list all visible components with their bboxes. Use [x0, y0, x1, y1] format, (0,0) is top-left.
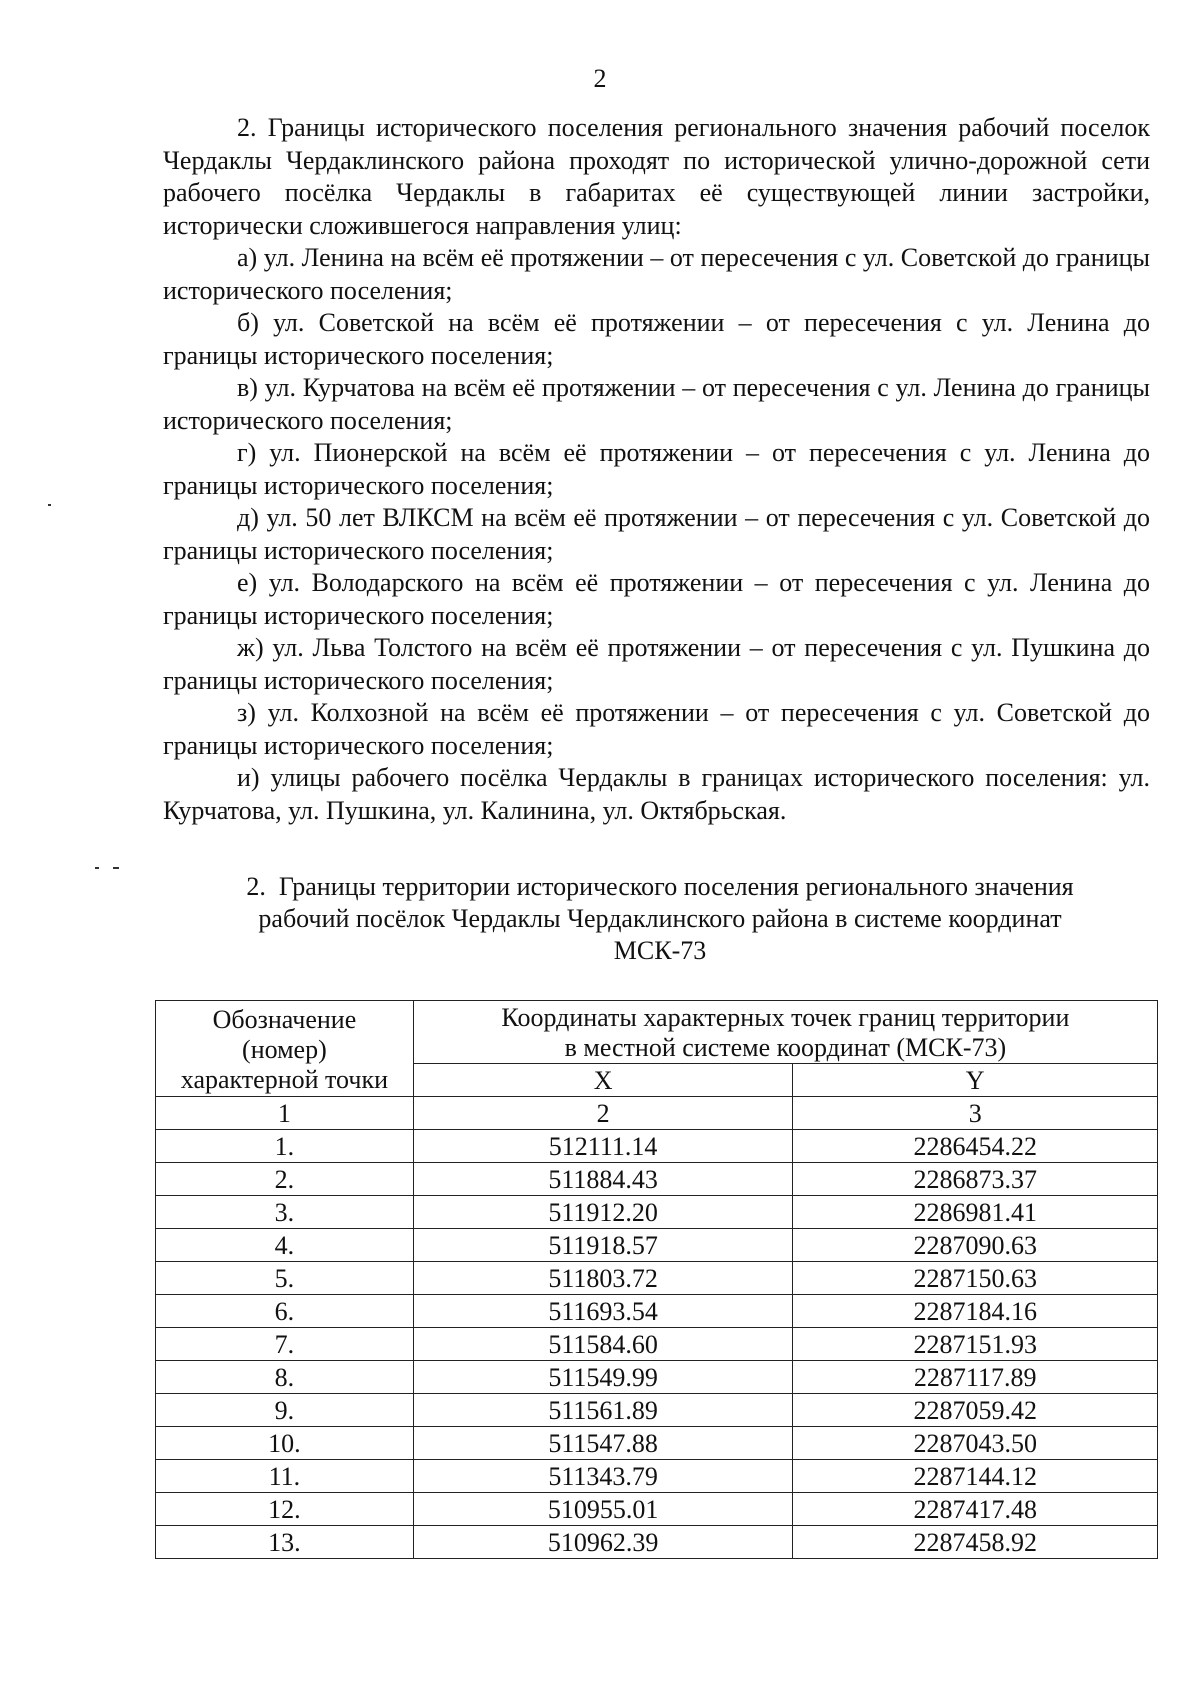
list-item-zh: ж) ул. Льва Толстого на всём её протяжении – от пересечения с ул. Пушкина до границы исторического поселения; [163, 633, 1150, 695]
y-coordinate-cell: 2287144.12 [793, 1460, 1158, 1493]
table-row [156, 1163, 1158, 1196]
section-heading-line: 2. Границы территории исторического поселения регионального значения [246, 872, 1074, 901]
point-number-cell: 4. [156, 1229, 414, 1262]
table-row [156, 1196, 1158, 1229]
point-number-cell: 10. [156, 1427, 414, 1460]
point-number-cell: 12. [156, 1493, 414, 1526]
list-item-e: е) ул. Володарского на всём её протяжении – от пересечения с ул. Ленина до границы исторического поселения; [163, 568, 1150, 630]
table-row [156, 1361, 1158, 1394]
y-coordinate-cell: 2287090.63 [793, 1229, 1158, 1262]
scan-mark [48, 504, 51, 506]
y-coordinate-cell: 2287150.63 [793, 1262, 1158, 1295]
point-number-cell: 6. [156, 1295, 414, 1328]
table-row [156, 1229, 1158, 1262]
y-coordinate-cell: 2287458.92 [793, 1526, 1158, 1559]
table-row [156, 1130, 1158, 1163]
column-number: 2 [413, 1097, 793, 1130]
x-coordinate-cell: 511549.99 [413, 1361, 793, 1394]
header-designation-line: Обозначение [212, 1004, 357, 1034]
x-coordinate-cell: 512111.14 [413, 1130, 793, 1163]
point-number-cell: 2. [156, 1163, 414, 1196]
list-item-d: д) ул. 50 лет ВЛКСМ на всём её протяжении – от пересечения с ул. Советской до границы исторического поселения; [163, 503, 1150, 565]
paragraph-intro: 2. Границы исторического поселения регионального значения рабочий поселок Чердаклы Чердаклинского района проходят по исторической улично-дорожной сети рабочего посёлка Чердаклы в габаритах её существующей линии застройки, исторически сложившегося направления улиц: [163, 113, 1150, 240]
body-text [163, 112, 1150, 827]
x-coordinate-cell: 511547.88 [413, 1427, 793, 1460]
column-number: 3 [793, 1097, 1158, 1130]
y-coordinate-cell: 2287184.16 [793, 1295, 1158, 1328]
page-number: 2 [593, 64, 607, 93]
y-coordinate-cell: 2287059.42 [793, 1394, 1158, 1427]
scan-mark [95, 867, 99, 869]
list-item-z: з) ул. Колхозной на всём её протяжении – от пересечения с ул. Советской до границы исторического поселения; [163, 698, 1150, 760]
section-heading-line: рабочий посёлок Чердаклы Чердаклинского района в системе координат [258, 904, 1062, 933]
x-coordinate-cell: 511912.20 [413, 1196, 793, 1229]
table-column-number-row [156, 1097, 1158, 1130]
x-coordinate-cell: 511884.43 [413, 1163, 793, 1196]
header-x: X [413, 1064, 793, 1097]
table-row [156, 1295, 1158, 1328]
header-coordinates [413, 1001, 1157, 1064]
point-number-cell: 5. [156, 1262, 414, 1295]
coordinates-table [155, 1000, 1158, 1559]
table-row [156, 1262, 1158, 1295]
x-coordinate-cell: 510962.39 [413, 1526, 793, 1559]
y-coordinate-cell: 2287117.89 [793, 1361, 1158, 1394]
x-coordinate-cell: 510955.01 [413, 1493, 793, 1526]
header-coordinates-line: Координаты характерных точек границ территории [501, 1003, 1070, 1032]
point-number-cell: 9. [156, 1394, 414, 1427]
y-coordinate-cell: 2287151.93 [793, 1328, 1158, 1361]
header-coordinates-line: в местной системе координат (МСК-73) [564, 1033, 1007, 1062]
list-item-v: в) ул. Курчатова на всём её протяжении – от пересечения с ул. Ленина до границы исторического поселения; [163, 373, 1150, 435]
point-number-cell: 7. [156, 1328, 414, 1361]
x-coordinate-cell: 511343.79 [413, 1460, 793, 1493]
header-designation [156, 1001, 414, 1097]
header-y: Y [793, 1064, 1158, 1097]
list-item-g: г) ул. Пионерской на всём её протяжении – от пересечения с ул. Ленина до границы исторического поселения; [163, 438, 1150, 500]
y-coordinate-cell: 2286454.22 [793, 1130, 1158, 1163]
column-number: 1 [156, 1097, 414, 1130]
table-row [156, 1460, 1158, 1493]
x-coordinate-cell: 511584.60 [413, 1328, 793, 1361]
section-heading [180, 871, 1140, 967]
x-coordinate-cell: 511803.72 [413, 1262, 793, 1295]
x-coordinate-cell: 511693.54 [413, 1295, 793, 1328]
table-header-row [156, 1001, 1158, 1064]
x-coordinate-cell: 511561.89 [413, 1394, 793, 1427]
scan-mark [113, 867, 119, 869]
point-number-cell: 8. [156, 1361, 414, 1394]
y-coordinate-cell: 2287417.48 [793, 1493, 1158, 1526]
y-coordinate-cell: 2286873.37 [793, 1163, 1158, 1196]
point-number-cell: 3. [156, 1196, 414, 1229]
x-coordinate-cell: 511918.57 [413, 1229, 793, 1262]
header-designation-line: характерной точки [180, 1064, 389, 1094]
table-body [156, 1130, 1158, 1559]
table-row [156, 1493, 1158, 1526]
table-row [156, 1394, 1158, 1427]
table-row [156, 1328, 1158, 1361]
list-item-b: б) ул. Советской на всём её протяжении – от пересечения с ул. Ленина до границы исторического поселения; [163, 308, 1150, 370]
list-item-i: и) улицы рабочего посёлка Чердаклы в границах исторического поселения: ул. Курчатова, ул. Пушкина, ул. Калинина, ул. Октябрьская. [163, 763, 1150, 825]
point-number-cell: 11. [156, 1460, 414, 1493]
list-item-a: а) ул. Ленина на всём её протяжении – от пересечения с ул. Советской до границы исторического поселения; [163, 243, 1150, 305]
point-number-cell: 13. [156, 1526, 414, 1559]
point-number-cell: 1. [156, 1130, 414, 1163]
table-row [156, 1526, 1158, 1559]
header-designation-line: (номер) [242, 1034, 327, 1064]
table-row [156, 1427, 1158, 1460]
y-coordinate-cell: 2286981.41 [793, 1196, 1158, 1229]
y-coordinate-cell: 2287043.50 [793, 1427, 1158, 1460]
section-heading-line: МСК-73 [613, 936, 707, 965]
